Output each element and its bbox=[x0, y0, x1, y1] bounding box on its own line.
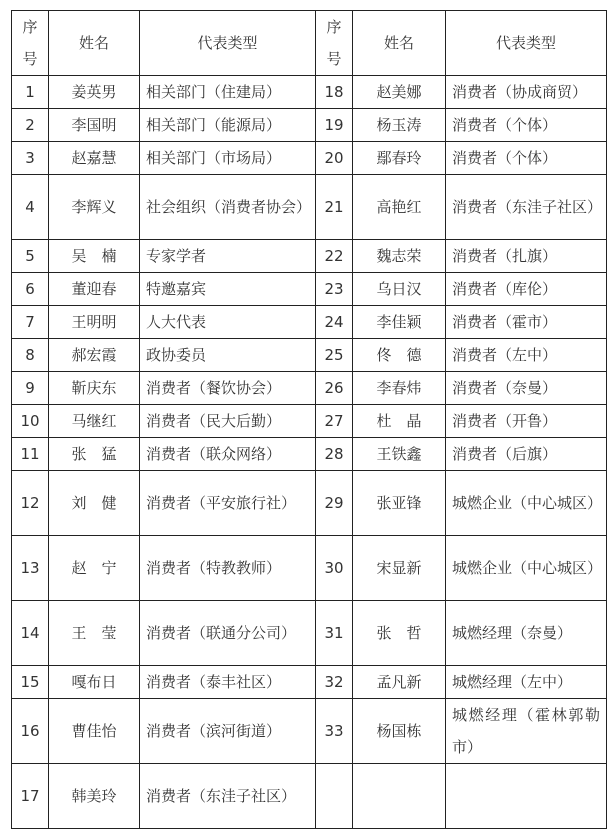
type-cell: 消费者（扎旗） bbox=[446, 240, 607, 273]
type-cell: 消费者（霍市） bbox=[446, 306, 607, 339]
name-cell: 王铁鑫 bbox=[353, 438, 446, 471]
seq-cell: 1 bbox=[12, 76, 49, 109]
header-row bbox=[12, 11, 607, 76]
seq-cell: 17 bbox=[12, 764, 49, 829]
header-seq-right: 序号 bbox=[316, 11, 353, 76]
seq-cell: 6 bbox=[12, 273, 49, 306]
table-row bbox=[12, 699, 607, 764]
name-cell: 张 猛 bbox=[49, 438, 140, 471]
table-row bbox=[12, 273, 607, 306]
type-cell bbox=[446, 764, 607, 829]
name-cell: 张亚锋 bbox=[353, 471, 446, 536]
seq-cell: 18 bbox=[316, 76, 353, 109]
name-cell: 姜英男 bbox=[49, 76, 140, 109]
name-cell: 杜 晶 bbox=[353, 405, 446, 438]
type-cell: 城燃企业（中心城区） bbox=[446, 536, 607, 601]
name-cell: 鄢春玲 bbox=[353, 142, 446, 175]
type-cell: 城燃企业（中心城区） bbox=[446, 471, 607, 536]
seq-cell: 12 bbox=[12, 471, 49, 536]
table-row bbox=[12, 666, 607, 699]
seq-cell: 2 bbox=[12, 109, 49, 142]
table-row bbox=[12, 240, 607, 273]
table-row bbox=[12, 405, 607, 438]
name-cell: 王 莹 bbox=[49, 601, 140, 666]
table-row bbox=[12, 339, 607, 372]
type-cell: 消费者（东洼子社区） bbox=[140, 764, 316, 829]
seq-cell: 11 bbox=[12, 438, 49, 471]
seq-cell: 4 bbox=[12, 175, 49, 240]
header-name: 姓名 bbox=[49, 11, 140, 76]
name-cell: 李佳颖 bbox=[353, 306, 446, 339]
seq-cell: 31 bbox=[316, 601, 353, 666]
seq-cell: 10 bbox=[12, 405, 49, 438]
table-row bbox=[12, 601, 607, 666]
name-cell: 高艳红 bbox=[353, 175, 446, 240]
header-type: 代表类型 bbox=[140, 11, 316, 76]
name-cell: 魏志荣 bbox=[353, 240, 446, 273]
seq-cell: 33 bbox=[316, 699, 353, 764]
seq-cell: 28 bbox=[316, 438, 353, 471]
type-cell: 消费者（东洼子社区） bbox=[446, 175, 607, 240]
header-name-right: 姓名 bbox=[353, 11, 446, 76]
type-cell: 消费者（协成商贸） bbox=[446, 76, 607, 109]
type-cell: 消费者（民大后勤） bbox=[140, 405, 316, 438]
seq-cell: 3 bbox=[12, 142, 49, 175]
type-cell: 消费者（后旗） bbox=[446, 438, 607, 471]
seq-cell: 7 bbox=[12, 306, 49, 339]
name-cell: 刘 健 bbox=[49, 471, 140, 536]
table-row bbox=[12, 536, 607, 601]
header-seq: 序号 bbox=[12, 11, 49, 76]
table-row bbox=[12, 306, 607, 339]
type-cell: 消费者（联通分公司） bbox=[140, 601, 316, 666]
name-cell: 赵嘉慧 bbox=[49, 142, 140, 175]
name-cell: 乌日汉 bbox=[353, 273, 446, 306]
table-row bbox=[12, 764, 607, 829]
table-row bbox=[12, 142, 607, 175]
seq-cell: 15 bbox=[12, 666, 49, 699]
seq-cell: 26 bbox=[316, 372, 353, 405]
type-cell: 消费者（奈曼） bbox=[446, 372, 607, 405]
table-row bbox=[12, 175, 607, 240]
type-cell: 消费者（餐饮协会） bbox=[140, 372, 316, 405]
type-cell: 消费者（联众网络） bbox=[140, 438, 316, 471]
seq-cell: 22 bbox=[316, 240, 353, 273]
name-cell: 董迎春 bbox=[49, 273, 140, 306]
table-row bbox=[12, 438, 607, 471]
type-cell: 城燃经理（霍林郭勒市） bbox=[446, 699, 607, 764]
type-cell: 消费者（库伦） bbox=[446, 273, 607, 306]
type-cell: 消费者（滨河街道） bbox=[140, 699, 316, 764]
type-cell: 消费者（开鲁） bbox=[446, 405, 607, 438]
type-cell: 城燃经理（奈曼） bbox=[446, 601, 607, 666]
seq-cell: 24 bbox=[316, 306, 353, 339]
type-cell: 消费者（个体） bbox=[446, 109, 607, 142]
table-row bbox=[12, 109, 607, 142]
name-cell: 郝宏霞 bbox=[49, 339, 140, 372]
type-cell: 特邀嘉宾 bbox=[140, 273, 316, 306]
name-cell: 赵 宁 bbox=[49, 536, 140, 601]
seq-cell: 21 bbox=[316, 175, 353, 240]
name-cell: 靳庆东 bbox=[49, 372, 140, 405]
table-row bbox=[12, 471, 607, 536]
name-cell: 马继红 bbox=[49, 405, 140, 438]
name-cell: 嘎布日 bbox=[49, 666, 140, 699]
name-cell: 宋显新 bbox=[353, 536, 446, 601]
seq-cell: 32 bbox=[316, 666, 353, 699]
type-cell: 相关部门（住建局） bbox=[140, 76, 316, 109]
seq-cell: 29 bbox=[316, 471, 353, 536]
name-cell: 吴 楠 bbox=[49, 240, 140, 273]
seq-cell: 8 bbox=[12, 339, 49, 372]
name-cell: 李春炜 bbox=[353, 372, 446, 405]
seq-cell: 25 bbox=[316, 339, 353, 372]
type-cell: 消费者（泰丰社区） bbox=[140, 666, 316, 699]
type-cell: 消费者（个体） bbox=[446, 142, 607, 175]
type-cell: 相关部门（能源局） bbox=[140, 109, 316, 142]
seq-cell: 14 bbox=[12, 601, 49, 666]
name-cell bbox=[353, 764, 446, 829]
name-cell: 王明明 bbox=[49, 306, 140, 339]
type-cell: 相关部门（市场局） bbox=[140, 142, 316, 175]
seq-cell: 20 bbox=[316, 142, 353, 175]
type-cell: 消费者（特教教师） bbox=[140, 536, 316, 601]
seq-cell bbox=[316, 764, 353, 829]
type-cell: 专家学者 bbox=[140, 240, 316, 273]
type-cell: 消费者（平安旅行社） bbox=[140, 471, 316, 536]
name-cell: 韩美玲 bbox=[49, 764, 140, 829]
type-cell: 社会组织（消费者协会） bbox=[140, 175, 316, 240]
type-cell: 消费者（左中） bbox=[446, 339, 607, 372]
seq-cell: 16 bbox=[12, 699, 49, 764]
representatives-table bbox=[11, 10, 607, 829]
table-row bbox=[12, 372, 607, 405]
seq-cell: 30 bbox=[316, 536, 353, 601]
name-cell: 曹佳怡 bbox=[49, 699, 140, 764]
seq-cell: 23 bbox=[316, 273, 353, 306]
name-cell: 张 哲 bbox=[353, 601, 446, 666]
name-cell: 李国明 bbox=[49, 109, 140, 142]
name-cell: 杨玉涛 bbox=[353, 109, 446, 142]
seq-cell: 13 bbox=[12, 536, 49, 601]
seq-cell: 5 bbox=[12, 240, 49, 273]
seq-cell: 27 bbox=[316, 405, 353, 438]
name-cell: 赵美娜 bbox=[353, 76, 446, 109]
name-cell: 孟凡新 bbox=[353, 666, 446, 699]
name-cell: 李辉义 bbox=[49, 175, 140, 240]
type-cell: 政协委员 bbox=[140, 339, 316, 372]
type-cell: 城燃经理（左中） bbox=[446, 666, 607, 699]
name-cell: 杨国栋 bbox=[353, 699, 446, 764]
type-cell: 人大代表 bbox=[140, 306, 316, 339]
header-type-right: 代表类型 bbox=[446, 11, 607, 76]
seq-cell: 9 bbox=[12, 372, 49, 405]
table-row bbox=[12, 76, 607, 109]
seq-cell: 19 bbox=[316, 109, 353, 142]
name-cell: 佟 德 bbox=[353, 339, 446, 372]
